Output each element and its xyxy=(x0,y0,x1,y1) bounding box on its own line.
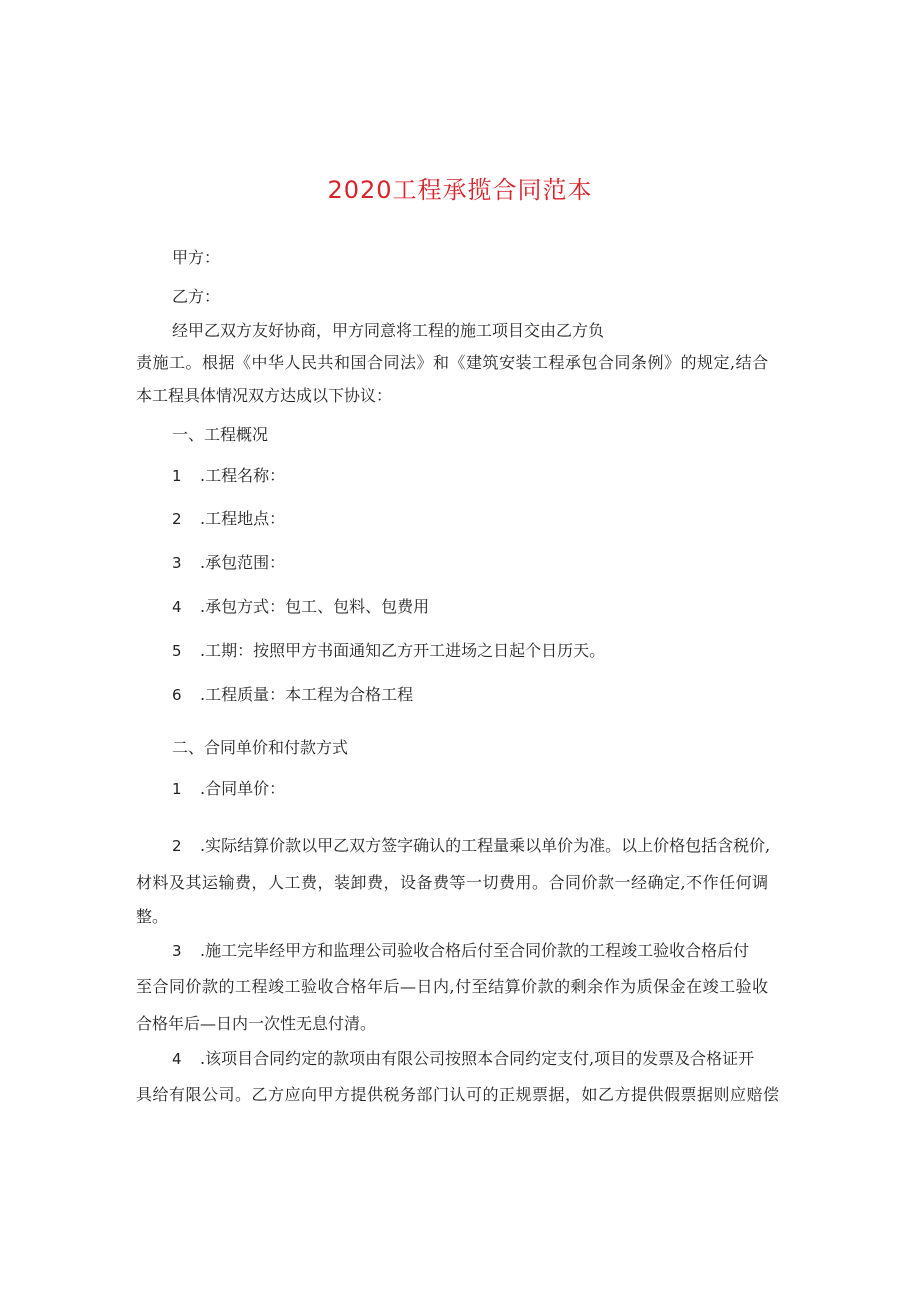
item-number: 2 xyxy=(172,837,182,855)
section-1-item-4 xyxy=(172,597,429,617)
intro-line-2: 责施工。根据《中华人民共和国合同法》和《建筑安装工程承包合同条例》的规定,结合 xyxy=(136,353,769,372)
intro-line-1: 经甲乙双方友好协商，甲方同意将工程的施工项目交由乙方负 xyxy=(172,321,605,340)
party-a-label: 甲方： xyxy=(172,248,221,267)
item-text: .合同单价： xyxy=(200,779,286,798)
item-text: .施工完毕经甲方和监理公司验收合格后付至合同价款的工程竣工验收合格后付 xyxy=(200,941,750,960)
item-number: 3 xyxy=(172,554,182,572)
item-text: .该项目合同约定的款项由有限公司按照本合同约定支付,项目的发票及合格证开 xyxy=(200,1049,755,1068)
party-b-label: 乙方： xyxy=(172,287,221,306)
section-2-item-4-line-1 xyxy=(172,1049,754,1069)
section-2-heading: 二、合同单价和付款方式 xyxy=(172,738,349,757)
item-number: 2 xyxy=(172,510,182,528)
item-number: 6 xyxy=(172,686,182,704)
item-text: .实际结算价款以甲乙双方签字确认的工程量乘以单价为准。以上价格包括含税价, xyxy=(200,836,771,855)
item-text: .工程地点： xyxy=(200,509,286,528)
intro-line-3: 本工程具体情况双方达成以下协议： xyxy=(136,386,393,405)
section-2-item-3-line-1 xyxy=(172,941,749,961)
section-1-heading: 一、工程概况 xyxy=(172,425,269,444)
item-number: 3 xyxy=(172,942,182,960)
item-number: 1 xyxy=(172,780,182,798)
section-2-item-1 xyxy=(172,779,285,799)
item-text: .承包方式：包工、包料、包费用 xyxy=(200,597,430,616)
section-1-item-5 xyxy=(172,641,605,661)
item-number: 4 xyxy=(172,598,182,616)
section-2-item-3-line-2: 至合同价款的工程竣工验收合格年后—日内,付至结算价款的剩余作为质保金在竣工验收 xyxy=(136,977,769,996)
section-2-item-2-line-2: 材料及其运输费，人工费，装卸费，设备费等一切费用。合同价款一经确定,不作任何调 xyxy=(136,873,769,892)
section-1-item-1 xyxy=(172,466,285,486)
item-number: 5 xyxy=(172,642,182,660)
item-number: 1 xyxy=(172,467,182,485)
section-1-item-3 xyxy=(172,553,285,573)
section-1-item-2 xyxy=(172,509,285,529)
document-title: 2020工程承揽合同范本 xyxy=(327,176,593,204)
item-text: .承包范围： xyxy=(200,553,286,572)
item-text: .工期：按照甲方书面通知乙方开工进场之日起个日历天。 xyxy=(200,641,606,660)
section-2-item-3-line-3: 合格年后—日内一次性无息付清。 xyxy=(136,1014,377,1033)
section-1-item-6 xyxy=(172,685,413,705)
item-text: .工程名称： xyxy=(200,466,286,485)
item-text: .工程质量：本工程为合格工程 xyxy=(200,685,414,704)
section-2-item-2-line-1 xyxy=(172,836,770,856)
section-2-item-4-line-2: 具给有限公司。乙方应向甲方提供税务部门认可的正规票据，如乙方提供假票据则应赔偿 xyxy=(136,1085,780,1104)
item-number: 4 xyxy=(172,1050,182,1068)
section-2-item-2-line-3: 整。 xyxy=(136,907,169,926)
